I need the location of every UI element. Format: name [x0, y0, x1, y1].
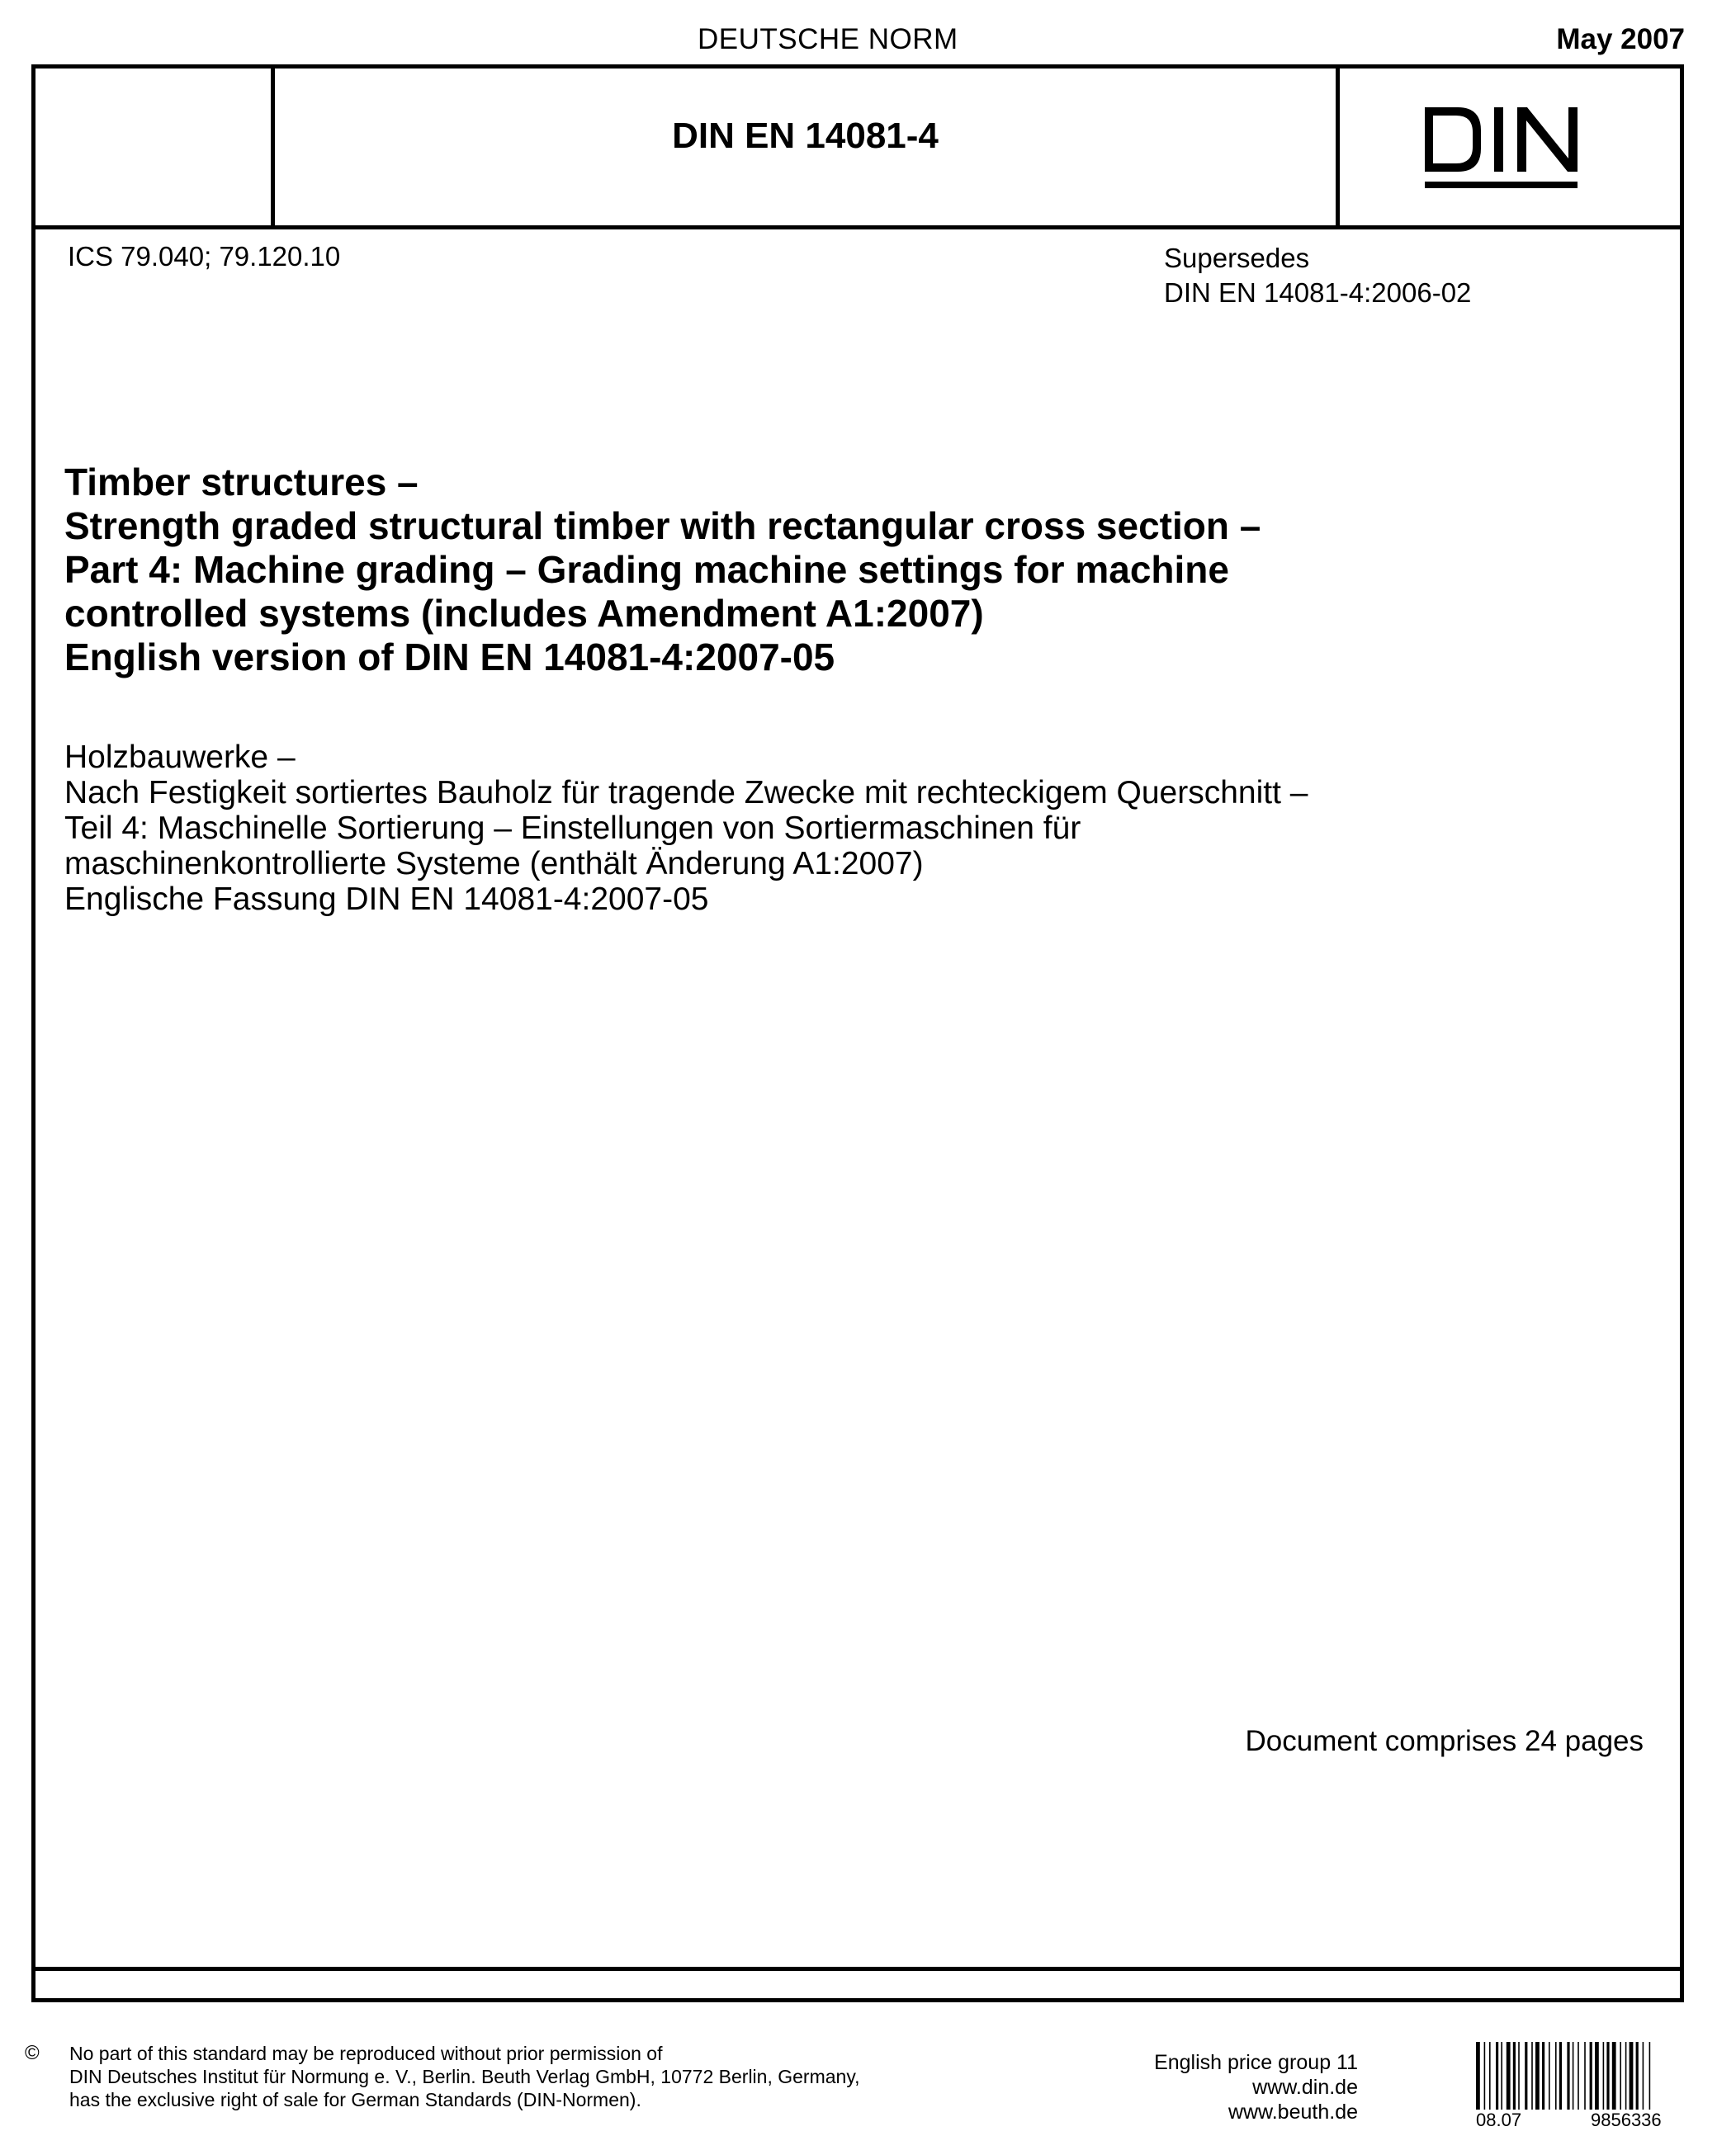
header-divider-right	[1336, 64, 1340, 229]
price-group: English price group 11	[1154, 2051, 1358, 2074]
document-number: DIN EN 14081-4	[672, 116, 939, 156]
title-en-line: English version of DIN EN 14081-4:2007-05	[64, 636, 835, 678]
title-de-line: Englische Fassung DIN EN 14081-4:2007-05	[64, 881, 709, 917]
copyright-notice	[69, 2042, 860, 2111]
barcode-date: 08.07	[1476, 2110, 1522, 2130]
title-german	[64, 740, 1308, 917]
title-english	[64, 461, 1261, 679]
document-type-label: DEUTSCHE NORM	[698, 23, 958, 55]
ics-code: ICS 79.040; 79.120.10	[68, 241, 341, 272]
copyright-line: has the exclusive right of sale for German Standards (DIN-Normen).	[69, 2089, 641, 2110]
title-de-line: Nach Festigkeit sortiertes Bauholz für tragende Zwecke mit rechteckigem Querschnitt –	[64, 775, 1308, 810]
bottom-divider	[31, 1967, 1684, 1971]
din-logo	[1421, 101, 1587, 193]
copyright-icon: ©	[25, 2042, 40, 2064]
supersedes-block	[1164, 241, 1471, 310]
price-info	[1154, 2050, 1358, 2124]
title-en-line: controlled systems (includes Amendment A1:2007)	[64, 592, 984, 635]
title-en-line: Timber structures –	[64, 461, 419, 503]
din-website-link[interactable]: www.din.de	[1252, 2076, 1358, 2099]
title-de-line: maschinenkontrollierte Systeme (enthält Änderung A1:2007)	[64, 846, 924, 881]
supersedes-label: Supersedes	[1164, 243, 1310, 273]
beuth-website-link[interactable]: www.beuth.de	[1227, 2101, 1358, 2124]
barcode-icon	[1476, 2042, 1695, 2110]
title-de-line: Teil 4: Maschinelle Sortierung – Einstellungen von Sortiermaschinen für	[64, 810, 1081, 846]
title-en-line: Part 4: Machine grading – Grading machine settings for machine	[64, 548, 1229, 591]
supersedes-value: DIN EN 14081-4:2006-02	[1164, 277, 1472, 308]
title-de-line: Holzbauwerke –	[64, 740, 296, 775]
title-en-line: Strength graded structural timber with rectangular cross section –	[64, 504, 1261, 547]
barcode-number: 9856336	[1591, 2110, 1662, 2130]
publication-date: May 2007	[1556, 23, 1685, 55]
page-count: Document comprises 24 pages	[1245, 1725, 1644, 1757]
copyright-line: No part of this standard may be reproduced without prior permission of	[69, 2043, 663, 2064]
copyright-line: DIN Deutsches Institut für Normung e. V., Berlin. Beuth Verlag GmbH, 10772 Berlin, Germany,	[69, 2066, 860, 2087]
page-frame	[31, 64, 1684, 2002]
